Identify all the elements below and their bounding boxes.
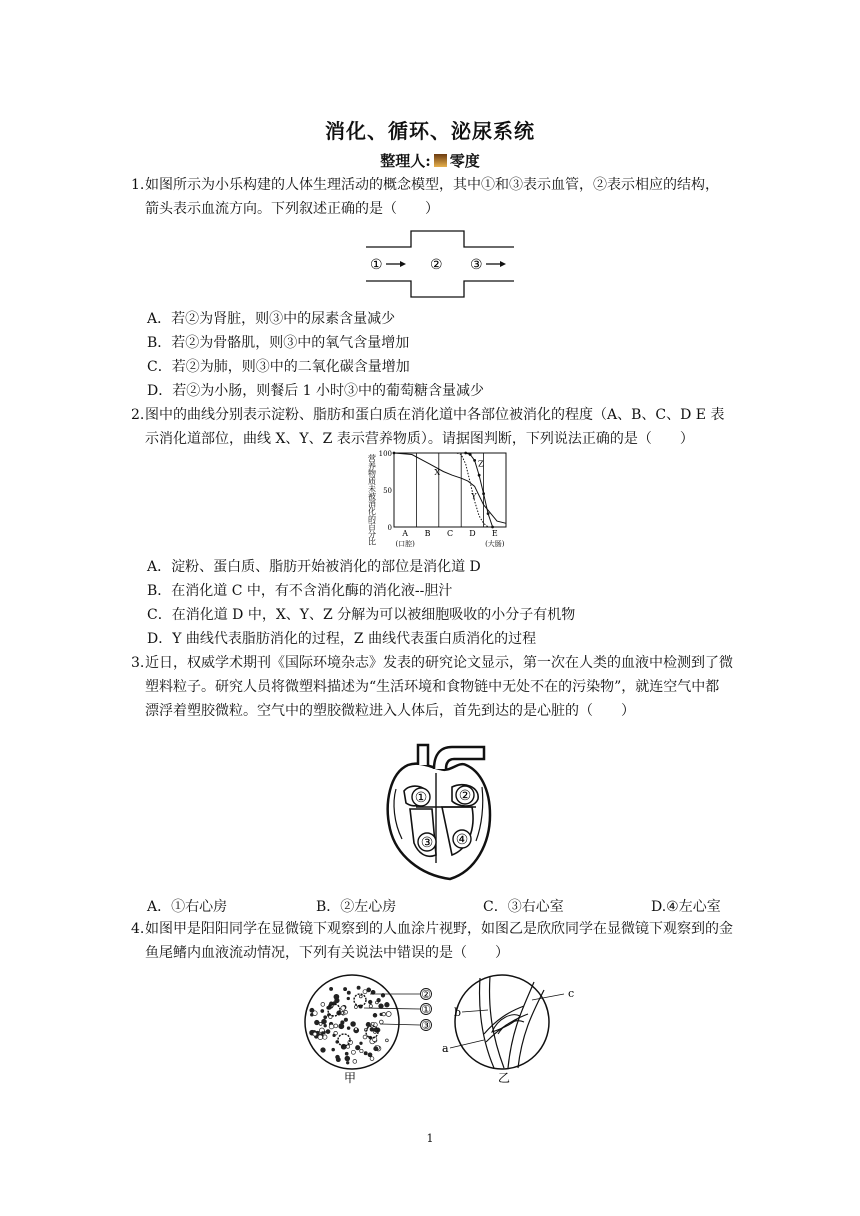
blood-cell [347,1027,350,1030]
blood-cell [379,1004,384,1009]
blood-cell [360,1049,363,1052]
blood-cell [386,1039,389,1042]
x-tick-label: E [491,529,498,538]
author-name: 零度 [449,152,480,170]
blood-cell [345,1056,350,1061]
blood-cell [322,1019,327,1024]
question-4 [131,917,733,965]
option-1c: C．若②为肺，则③中的二氧化碳含量增加 [147,359,410,375]
blood-cell [324,1016,327,1019]
blood-cell [370,1028,374,1032]
y-tick-label: 50 [383,487,392,495]
x-tick-note: (口腔) [395,540,415,548]
blood-cell [347,997,350,1000]
question-stem: 如图甲是阳阳同学在显微镜下观察到的人血涂片视野，如图乙是欣欣同学在显微镜下观察到的金鱼尾鳍内血液流动情况，下列有关说法中错误的是（ ） [145,921,733,961]
series-point-z [491,526,494,529]
blood-cell [334,1024,338,1028]
series-point-z [393,452,396,455]
question-number: 3. [131,655,145,671]
blood-cell [379,1020,383,1024]
option-2b: B．在消化道 C 中，有不含消化酶的消化液--胆汁 [147,583,453,599]
option-3b: B．②左心房 [316,899,397,915]
caption-jia: 甲 [343,1071,357,1085]
option-2a: A．淀粉、蛋白质、脂肪开始被消化的部位是消化道 D [147,559,481,575]
question-number: 1. [131,177,145,193]
cell-1-label: ① [421,1003,431,1016]
page-title: 消化、循环、泌尿系统 [325,119,535,143]
blood-cell [351,1022,356,1027]
blood-cell [359,995,362,998]
question-stem: 图中的曲线分别表示淀粉、脂肪和蛋白质在消化道中各部位被消化的程度（A、B、C、D E 表示消化道部位，曲线 X、Y、Z 表示营养物质）。请据图判断，下列说法正确的是（ ） [145,407,725,447]
blood-cell [373,1013,377,1017]
blood-cell [385,1002,390,1007]
option-3c: C．③右心室 [483,899,564,915]
blood-cell [370,1057,374,1061]
structure-2-label: ② [430,257,443,273]
vessel-a-label: a [442,1042,449,1055]
concept-model-diagram [364,229,516,299]
blood-cell [315,1020,320,1025]
blood-cell [369,1005,372,1008]
blood-cell [339,1024,344,1029]
series-point-z [464,452,467,455]
blood-cell [371,1022,374,1025]
chamber-3-label: ③ [420,835,434,851]
x-tick-note: (大肠) [485,540,505,548]
question-number: 2. [131,407,145,423]
blood-cell [326,1030,330,1034]
heart-diagram [380,743,494,881]
blood-cell [313,1032,317,1036]
blood-cell [356,1046,360,1050]
blood-cell [366,1022,370,1026]
blood-cell [368,1000,372,1004]
blood-cell [321,1048,326,1053]
option-3a: A．①右心房 [147,899,228,915]
blood-cell [345,1052,348,1055]
option-2c: C．在消化道 D 中，X、Y、Z 分解为可以被细胞吸收的小分子有机物 [147,607,576,623]
blood-cell [351,1050,355,1054]
blood-cell [360,1042,363,1045]
y-axis-label: 营养物质未被消化的百分比 [368,454,376,547]
blood-cell [377,998,381,1002]
vessel-c-label: c [568,987,575,1000]
option-1d: D．若②为小肠，则餐后 1 小时③中的葡萄糖含量减少 [147,383,485,399]
chamber-2-label: ② [458,788,472,804]
blood-cell [324,1024,327,1027]
cell-2-label: ② [421,988,431,1001]
blood-cell [321,1010,324,1013]
x-tick-label: A [402,529,409,538]
blood-cell [382,1013,385,1016]
author-logo-icon [434,154,447,167]
blood-cell [374,1047,378,1051]
page-number: 1 [426,1132,434,1145]
series-point-z [478,474,481,477]
blood-cell [363,990,367,994]
blood-cell [330,987,333,990]
blood-cell [310,1013,313,1016]
blood-cell [329,1024,334,1029]
blood-cell [368,1053,372,1057]
blood-cell [346,1045,349,1048]
blood-cell [332,1048,335,1051]
question-stem: 近日，权威学术期刊《国际环境杂志》发表的研究论文显示，第一次在人类的血液中检测到了微塑料粒子。研究人员将微塑料描述为“生活环境和食物链中无处不在的污染物”，就连空气中都漂浮着塑胶微粒。空气中的塑胶微粒进入人体后，首先到达的是心脏的（ ） [145,655,733,719]
digestion-chart [364,449,510,551]
blood-cell [321,1003,325,1007]
x-tick-label: D [469,529,476,538]
series-label-z: Z [478,459,484,469]
series-point-z [469,453,472,456]
blood-cell [363,1035,367,1039]
option-3d: D.④左心室 [651,899,721,915]
blood-cell [341,1006,345,1010]
series-label-y: Y [471,491,477,501]
blood-cell [333,1034,336,1037]
question-3 [131,651,733,723]
vessel-b-label: b [454,1006,462,1019]
option-1a: A．若②为肾脏，则③中的尿素含量减少 [147,311,396,327]
x-tick-label: C [446,529,454,538]
question-number: 4. [131,921,145,937]
blood-cell [353,1060,357,1064]
series-line-x [394,453,506,523]
cell-3-label: ③ [421,1019,431,1032]
blood-cell [357,986,360,989]
series-point-z [487,512,490,515]
chamber-1-label: ① [414,790,428,806]
question-stem: 如图所示为小乐构建的人体生理活动的概念模型，其中①和③表示血管，②表示相应的结构，箭头表示血流方向。下列叙述正确的是（ ） [145,177,719,217]
blood-cell [354,1006,357,1009]
series-line-y [394,453,488,527]
blood-cell [386,1012,391,1017]
author-line [0,150,860,171]
option-2d: D．Y 曲线代表脂肪消化的过程，Z 曲线代表蛋白质消化的过程 [147,631,537,647]
caption-yi: 乙 [497,1071,511,1085]
author-prefix: 整理人: [380,152,431,170]
blood-cell [346,1062,349,1065]
y-tick-label: 0 [387,524,392,532]
blood-cell [322,1032,325,1035]
blood-cell [329,1015,332,1018]
option-1b: B．若②为骨骼肌，则③中的氧气含量增加 [147,335,410,351]
y-tick-label: 100 [378,450,392,458]
blood-cell [355,1028,358,1031]
series-point-z [473,459,476,462]
series-point-z [482,492,485,495]
question-1 [131,173,731,221]
blood-cell [364,1052,367,1055]
vessel-3-label: ③ [470,257,483,273]
blood-cell [344,988,347,991]
chamber-4-label: ④ [455,832,469,848]
blood-cell [347,991,350,994]
vessel-1-label: ① [370,257,383,273]
series-label-x: X [434,468,441,478]
blood-cell [310,1008,314,1012]
question-2 [131,403,733,451]
blood-cell [318,1035,323,1040]
fish-fin-field [455,975,549,1069]
microscope-figures [302,970,582,1090]
blood-cell [344,1018,347,1021]
blood-cell [336,1055,340,1059]
x-tick-label: B [424,529,431,538]
